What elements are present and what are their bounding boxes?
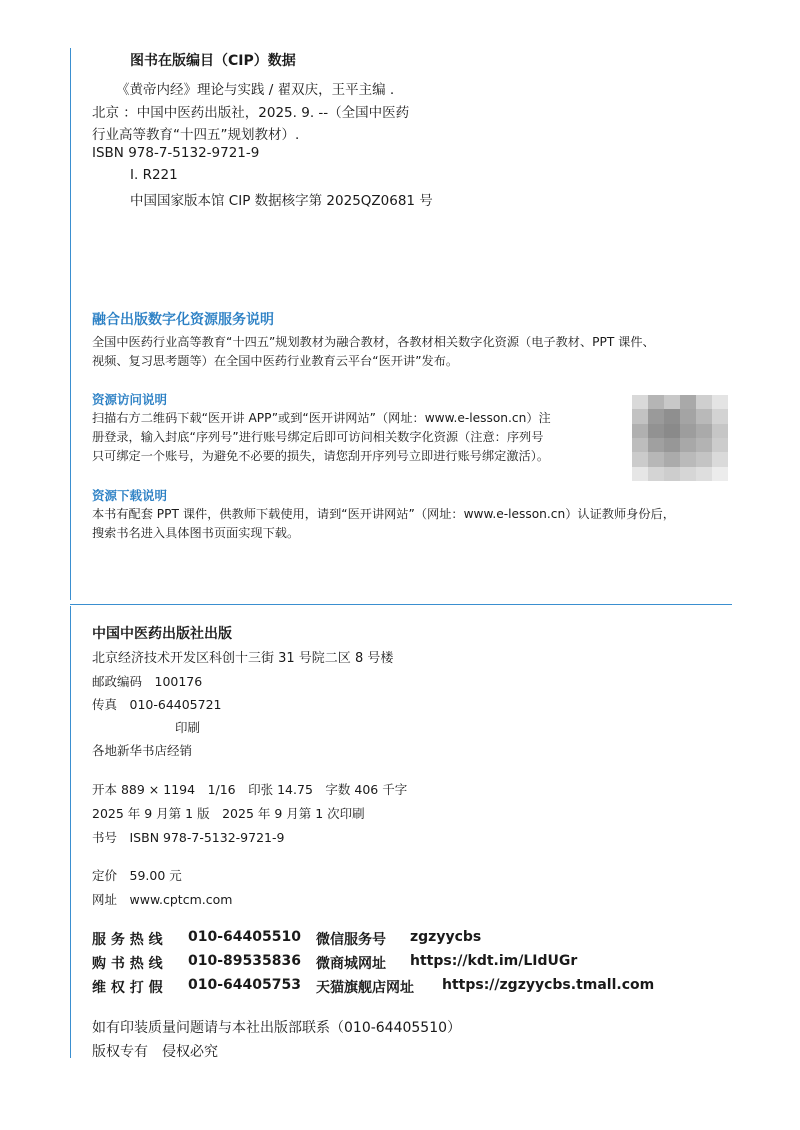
cip-title: 图书在版编目（CIP）数据 [130,53,296,69]
qr-code-icon[interactable] [632,395,728,481]
download-text-line: 本书有配套 PPT 课件，供教师下载使用，请到“医开讲网站”（网址：www.e-lesson.cn）认证教师身份后， [92,507,675,521]
publisher-name: 中国中医药出版社出版 [92,626,232,642]
hotline-phone[interactable]: 010-64405753 [188,977,301,993]
access-title: 资源访问说明 [92,392,168,407]
publisher-fax: 传真 010-64405721 [92,697,222,712]
cip-line-class: Ⅰ. R221 [130,167,178,183]
hotline-value2[interactable]: https://kdt.im/LIdUGr [410,953,578,969]
publisher-website: 网址 www.cptcm.com [92,892,233,907]
left-rule-bottom [70,606,71,1058]
download-text-line: 搜索书名进入具体图书页面实现下载。 [92,526,300,540]
copyright-notice: 版权专有 侵权必究 [92,1044,218,1060]
hotline-phone[interactable]: 010-89535836 [188,953,301,969]
digital-intro [92,333,732,371]
access-text-line: 册登录，输入封底“序列号”进行账号绑定后即可访问相关数字化资源（注意：序列号 [92,430,544,444]
book-price: 定价 59.00 元 [92,868,182,883]
digital-intro-line: 全国中医药行业高等教育“十四五”规划教材为融合教材，各教材相关数字化资源（电子教材、PPT 课件、 [92,335,655,349]
left-rule-top [70,48,71,600]
printing-label: 印刷 [175,720,201,735]
horizontal-rule [70,604,732,605]
cip-line-series: 行业高等教育“十四五”规划教材）. [92,127,300,143]
cip-line-record: 中国国家版本馆 CIP 数据核字第 2025QZ0681 号 [130,193,433,209]
hotline-label: 服 务 热 线 [92,932,163,948]
book-isbn: 书号 ISBN 978-7-5132-9721-9 [92,830,285,845]
publisher-address: 北京经济技术开发区科创十三街 31 号院二区 8 号楼 [92,651,394,666]
download-text [92,505,732,543]
hotline-value2[interactable]: zgzyycbs [410,929,482,945]
digital-intro-line: 视频、复习思考题等）在全国中医药行业教育云平台“医开讲”发布。 [92,354,459,368]
hotline-label: 购 书 热 线 [92,956,163,972]
book-edition: 2025 年 9 月第 1 版 2025 年 9 月第 1 次印刷 [92,806,365,821]
download-title: 资源下载说明 [92,488,168,503]
quality-notice: 如有印装质量问题请与本社出版部联系（010-64405510） [92,1020,462,1036]
access-text-line: 只可绑定一个账号，为避免不必要的损失，请您刮开序列号立即进行账号绑定激活）。 [92,449,550,463]
book-format: 开本 889 × 1194 1/16 印张 14.75 字数 406 千字 [92,782,408,797]
hotline-label: 维 权 打 假 [92,980,163,996]
hotline-value2[interactable]: https://zgzyycbs.tmall.com [442,977,655,993]
access-text-line: 扫描右方二维码下载“医开讲 APP”或到“医开讲网站”（网址：www.e-lesson.cn）注 [92,411,551,425]
hotline-label2: 天猫旗舰店网址 [316,980,414,996]
cip-line-publisher: 北京 ：中国中医药出版社，2025. 9. --（全国中医药 [92,105,410,121]
hotline-label2: 微信服务号 [316,932,386,948]
cip-line-book: 《黄帝内经》理论与实践 / 翟双庆，王平主编 . [116,82,395,98]
digital-section-title: 融合出版数字化资源服务说明 [92,312,274,328]
hotline-phone[interactable]: 010-64405510 [188,929,301,945]
hotline-label2: 微商城网址 [316,956,386,972]
cip-line-isbn: ISBN 978-7-5132-9721-9 [92,145,260,161]
publisher-postcode: 邮政编码 100176 [92,674,203,689]
distribution: 各地新华书店经销 [92,743,193,758]
